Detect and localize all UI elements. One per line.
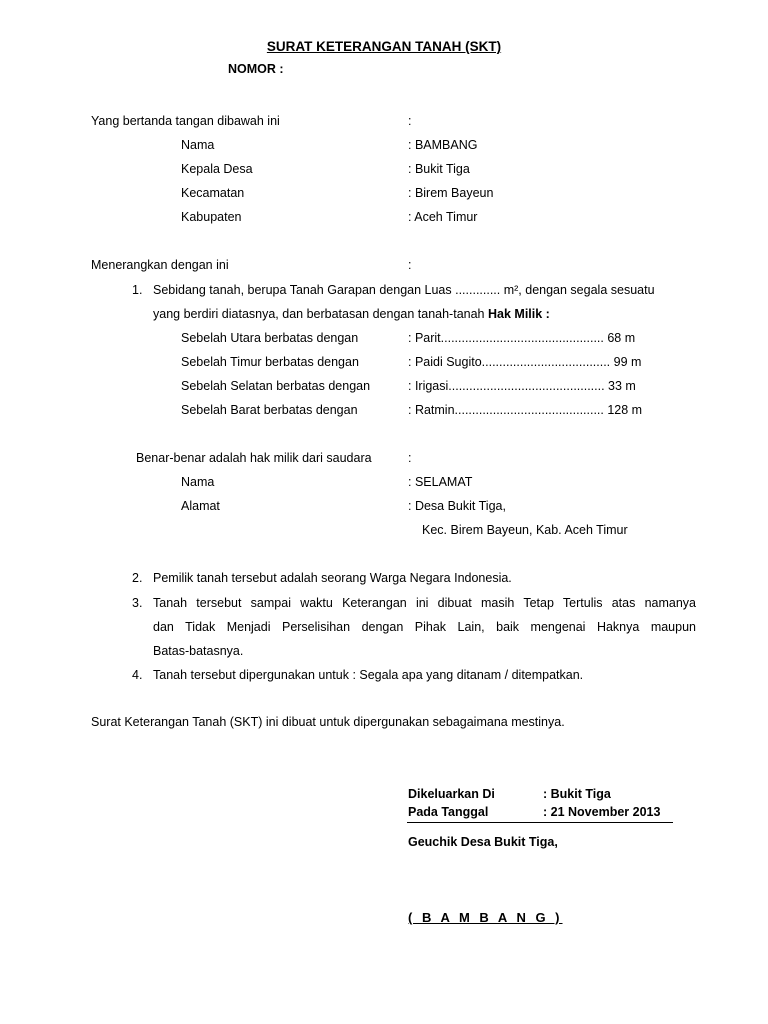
intro-colon: :: [408, 114, 412, 128]
border-label-selatan: Sebelah Selatan berbatas dengan: [181, 379, 371, 393]
owner-address-label: Alamat: [181, 499, 220, 513]
field-label-kecamatan: Kecamatan: [181, 186, 245, 200]
field-value-kecamatan: : Birem Bayeun: [408, 186, 494, 200]
field-value-kabupaten: : Aceh Timur: [408, 210, 478, 224]
closing-statement: Surat Keterangan Tanah (SKT) ini dibuat untuk dipergunakan sebagaimana mestinya.: [91, 715, 565, 729]
statement-label: Menerangkan dengan ini: [91, 258, 229, 272]
item-number: 3.: [132, 596, 143, 610]
border-value-utara: : Parit............................................... 68 m: [408, 331, 636, 345]
field-label-kabupaten: Kabupaten: [181, 210, 242, 224]
border-value-selatan: : Irigasi............................................. 33 m: [408, 379, 636, 393]
owner-address-line1: : Desa Bukit Tiga,: [408, 499, 506, 513]
issued-date-label: Pada Tanggal: [408, 805, 489, 819]
border-value-barat: : Ratmin........................................... 128 m: [408, 403, 643, 417]
item3-line3: Batas-batasnya.: [153, 644, 244, 658]
issued-place-value: : Bukit Tiga: [543, 787, 611, 801]
nomor-label: NOMOR :: [228, 62, 284, 76]
issued-place-label: Dikeluarkan Di: [408, 787, 495, 801]
item1-line2-prefix: yang berdiri diatasnya, dan berbatasan dengan tanah-tanah: [153, 307, 485, 321]
item3-line1: Tanah tersebut sampai waktu Keterangan ini dibuat masih Tetap Tertulis atas namanya: [153, 596, 696, 610]
owner-name-label: Nama: [181, 475, 215, 489]
field-value-nama: : BAMBANG: [408, 138, 478, 152]
field-value-kepala-desa: : Bukit Tiga: [408, 162, 470, 176]
owner-address-line2: Kec. Birem Bayeun, Kab. Aceh Timur: [422, 523, 628, 537]
intro-label: Yang bertanda tangan dibawah ini: [91, 114, 280, 128]
item2-text: Pemilik tanah tersebut adalah seorang Warga Negara Indonesia.: [153, 571, 512, 585]
border-label-utara: Sebelah Utara berbatas dengan: [181, 331, 359, 345]
item3-line2: dan Tidak Menjadi Perselisihan dengan Pihak Lain, baik mengenai Haknya maupun: [153, 620, 696, 634]
owner-colon: :: [408, 451, 412, 465]
item-number: 2.: [132, 571, 143, 585]
document-title: SURAT KETERANGAN TANAH (SKT): [266, 39, 502, 54]
item1-line2: [153, 307, 550, 322]
item1-line1: Sebidang tanah, berupa Tanah Garapan dengan Luas ............. m², dengan segala sesuatu: [153, 283, 655, 297]
border-value-timur: : Paidi Sugito..................................... 99 m: [408, 355, 642, 369]
border-label-timur: Sebelah Timur berbatas dengan: [181, 355, 359, 369]
item4-text: Tanah tersebut dipergunakan untuk : Segala apa yang ditanam / ditempatkan.: [153, 668, 584, 682]
issued-divider: [407, 822, 673, 823]
owner-name-value: : SELAMAT: [408, 475, 473, 489]
signatory-name: ( B A M B A N G ): [408, 910, 563, 925]
field-label-nama: Nama: [181, 138, 215, 152]
signatory-title: Geuchik Desa Bukit Tiga,: [408, 835, 558, 849]
field-label-kepala-desa: Kepala Desa: [181, 162, 253, 176]
statement-colon: :: [408, 258, 412, 272]
hak-milik-label: Hak Milik :: [488, 307, 550, 321]
item-number: 4.: [132, 668, 143, 682]
border-label-barat: Sebelah Barat berbatas dengan: [181, 403, 358, 417]
item-number: 1.: [132, 283, 143, 297]
issued-date-value: : 21 November 2013: [543, 805, 661, 819]
owner-label: Benar-benar adalah hak milik dari saudara: [136, 451, 372, 465]
